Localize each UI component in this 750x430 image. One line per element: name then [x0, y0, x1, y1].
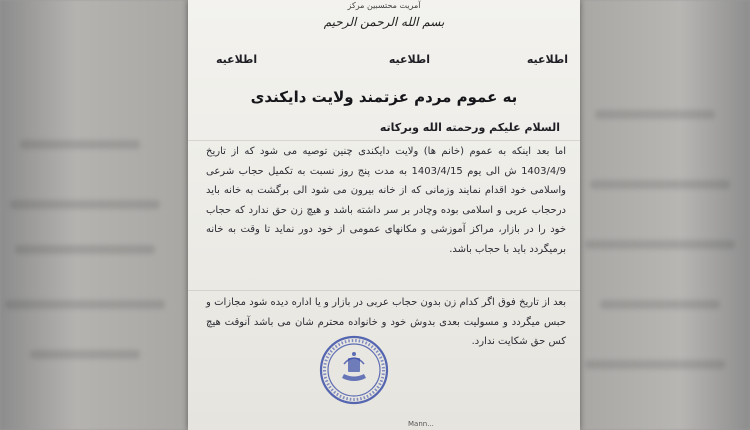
- blurred-background-right: [575, 0, 750, 430]
- document-title: به عموم مردم عزتمند ولایت دایکندی: [250, 88, 518, 106]
- blurred-background-left: [0, 0, 190, 430]
- paragraph-2: بعد از تاریخ فوق اگر کدام زن بدون حجاب عربی در بازار و یا اداره دیده شود مجازات و حبس میگردد و مسولیت بعدی بدوش خود و خانواده محترم شان می باشد آنوقت هیچ کس حق شکایت ندارد.: [206, 297, 566, 347]
- notice-label-center: اطلاعیه: [388, 53, 430, 66]
- greeting: السلام علیکم ورحمته الله وبرکاته: [379, 121, 560, 134]
- paragraph-1: اما بعد اینکه به عموم (خانم ها) ولایت دایکندی چنین توصیه می شود که از تاریخ 1403/4/9 ش الی یوم 1403/4/15 به مدت پنج روز نسبت به تکمیل حجاب شرعی واسلامی خود اقدام نمایند وزمانی که از خانه بیرون می شود الی برگشت به خانه باید درحجاب عربی و اسلامی بوده وچادر بر سر داشته باشد و هیچ زن حق ندارد که حجاب خود را در بازار، مراکز آموزشی و مکانهای عمومی از خود دور نماید تا وقت به خانه برمیگردد باید با حجاب باشد.: [206, 146, 566, 255]
- official-seal-icon: [318, 334, 390, 406]
- footer-text: Mann...: [408, 420, 434, 428]
- header-organization: آمریت محتسبین مرکز: [347, 1, 421, 10]
- notice-label-right: اطلاعیه: [526, 53, 568, 66]
- notice-label-left: اطلاعیه: [216, 53, 258, 66]
- announcement-document: [188, 0, 580, 430]
- basmala: بسم الله الرحمن الرحیم: [323, 15, 445, 29]
